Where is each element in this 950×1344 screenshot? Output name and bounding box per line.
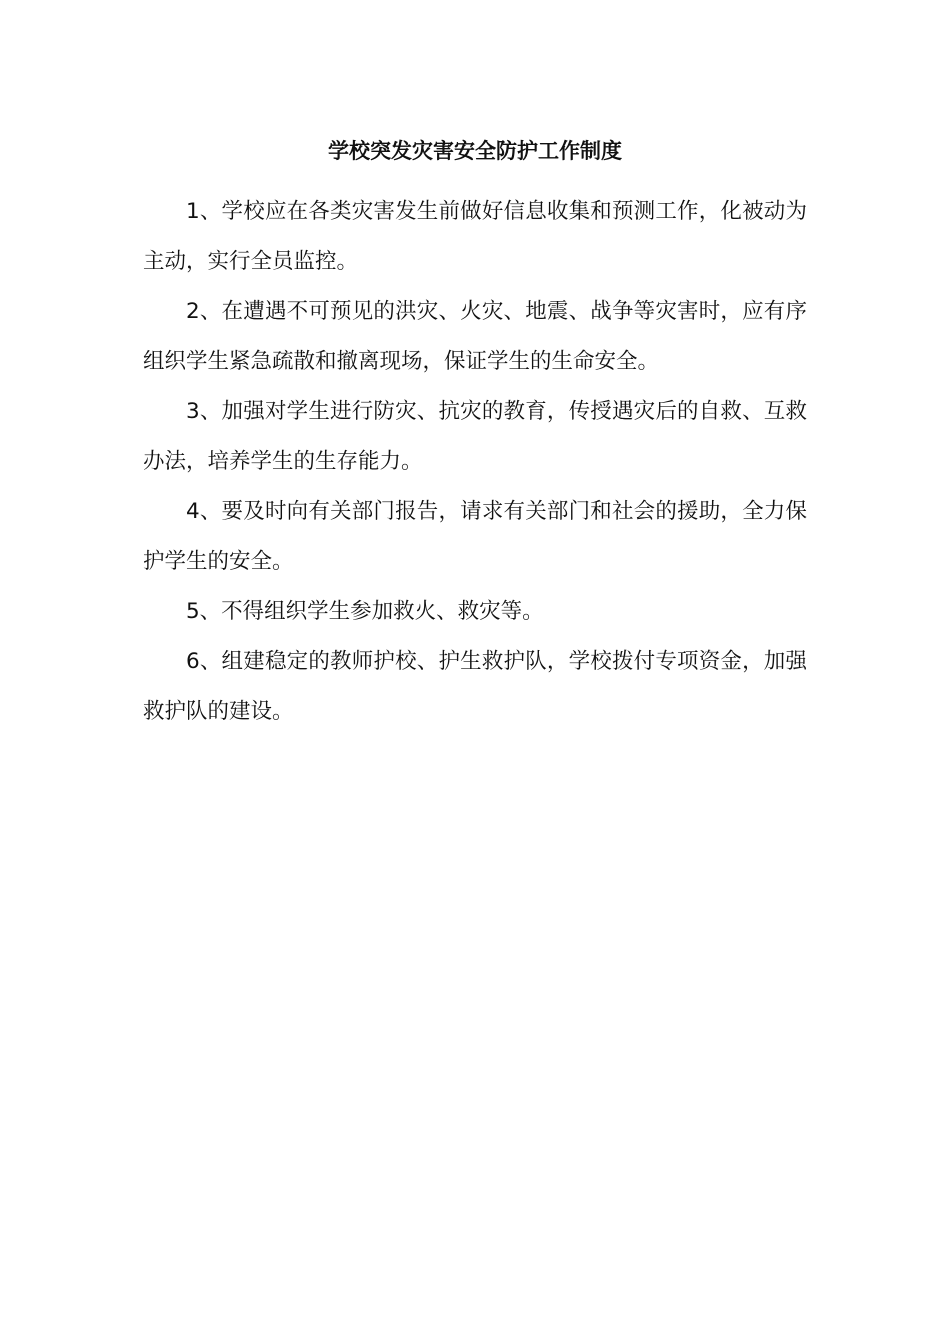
paragraph-5: 5、不得组织学生参加救火、救灾等。 <box>186 599 544 624</box>
paragraph-3: 3、加强对学生进行防灾、抗灾的教育，传授遇灾后的自救、互救办法，培养学生的生存能力。 <box>143 399 807 474</box>
document-title: 学校突发灾害安全防护工作制度 <box>328 139 622 163</box>
paragraph-4: 4、要及时向有关部门报告，请求有关部门和社会的援助，全力保护学生的安全。 <box>143 499 807 574</box>
paragraph-6: 6、组建稳定的教师护校、护生救护队，学校拨付专项资金，加强救护队的建设。 <box>143 649 807 724</box>
paragraph-2: 2、在遭遇不可预见的洪灾、火灾、地震、战争等灾害时，应有序组织学生紧急疏散和撤离现场，保证学生的生命安全。 <box>143 299 807 374</box>
document-body <box>143 132 807 737</box>
paragraph-1: 1、学校应在各类灾害发生前做好信息收集和预测工作，化被动为主动，实行全员监控。 <box>143 199 807 274</box>
